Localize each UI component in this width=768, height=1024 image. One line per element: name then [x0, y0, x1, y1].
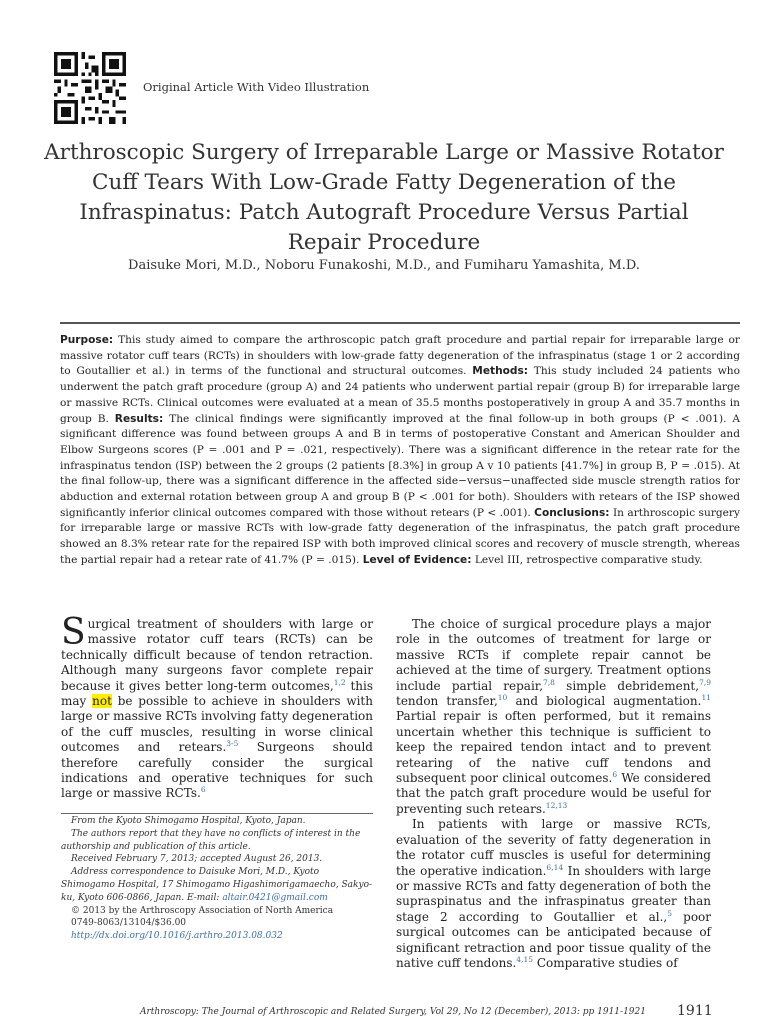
- body-text: In shoulders with large or massive RCTs and fatty degeneration of both the supraspinatus and the infraspinatus greater than stage 2 according to Goutallier et al.,: [396, 863, 711, 924]
- correspondence-text: Address correspondence to Daisuke Mori, M.D., Kyoto Shimogamo Hospital, 17 Shimogamo Higashimorigamaecho, Sakyo-ku, Kyoto 606-0866, Japan. E-mail:: [61, 867, 373, 903]
- footnote-conflicts: The authors report that they have no conflicts of interest in the authorship and publication of this article.: [61, 828, 361, 852]
- reference-link[interactable]: 5: [667, 908, 673, 918]
- page-number: 1911: [677, 1003, 713, 1019]
- footnotes: [61, 815, 373, 943]
- reference-link[interactable]: 4,15: [516, 954, 533, 964]
- body-text: Comparative studies of: [533, 955, 678, 970]
- footnote-divider: [61, 813, 373, 814]
- methods-text: This study included 24 patients who underwent the patch graft procedure (group A) and 24 patients who underwent partial repair (group B) for irreparable large or massive RCTs. Clinical outcomes were evaluated at a mean of 35.5 months postoperatively in group A and 35.7 months in group B.: [60, 365, 741, 425]
- footnote-issn: 0749-8063/13104/$36.00: [71, 918, 187, 929]
- conclusions-label: Conclusions:: [534, 506, 610, 519]
- abstract: [60, 333, 740, 569]
- body-text: The choice of surgical procedure plays a major role in the outcomes of treatment for large or massive RCTs if complete repair cannot be achieved at the time of surgery. Treatment options include partial repair,: [396, 617, 711, 693]
- reference-link[interactable]: 7,8: [543, 677, 555, 687]
- reference-link[interactable]: 6,14: [546, 862, 564, 872]
- abstract-divider: [60, 322, 740, 324]
- reference-link[interactable]: 10: [497, 693, 508, 703]
- footnote-affiliation: From the Kyoto Shimogamo Hospital, Kyoto, Japan.: [71, 816, 306, 826]
- methods-label: Methods:: [472, 365, 529, 378]
- body-text: this may: [61, 678, 373, 709]
- body-text: Partial repair is often performed, but it remains uncertain whether this technique is sufficient to keep the repaired tendon intact and to prevent retearing of the native cuff tendons and subsequent poor clinical outcomes.: [396, 709, 711, 786]
- purpose-text: This study aimed to compare the arthroscopic patch graft procedure and partial repair for irreparable large or massive rotator cuff tears (RCTs) in shoulders with low-grade fatty degeneration of the infraspinatus (stage 1 or 2 according to Goutallier et al.) in terms of the functional and structural outcomes.: [60, 334, 740, 378]
- evidence-text: Level III, retrospective comparative study.: [474, 553, 703, 566]
- reference-link[interactable]: 6: [200, 785, 206, 795]
- body-column-left: [61, 612, 373, 802]
- conclusions-text: In arthroscopic surgery for irreparable large or massive RCTs with low-grade fatty degeneration of the infraspinatus, the patch graft procedure showed an 8.3% retear rate for the repaired ISP with both improved clinical scores and recovery of muscle strength, whereas the partial repair had a retear rate of 41.7% (P = .015).: [60, 506, 740, 566]
- article-type-label: Original Article With Video Illustration: [143, 80, 370, 94]
- reference-link[interactable]: 3-5: [226, 739, 239, 749]
- body-text: and biological augmentation.: [507, 694, 702, 709]
- footnote-copyright: © 2013 by the Arthroscopy Association of North America: [71, 905, 334, 916]
- body-text: simple debridement,: [554, 678, 700, 693]
- qr-code-icon: [54, 52, 126, 124]
- footnote-received: Received February 7, 2013; accepted August 26, 2013.: [71, 854, 323, 865]
- drop-cap: S: [61, 612, 86, 653]
- paper-title: Arthroscopic Surgery of Irreparable Large or Massive Rotator Cuff Tears With Low-Grade Fatty Degeneration of the Infraspinatus: Patch Autograft Procedure Versus Partial Repair Procedure: [44, 140, 724, 255]
- body-text: poor surgical outcomes can be anticipated because of significant retraction and poor tissue quality of the native cuff tendons.: [396, 909, 712, 970]
- body-text: We considered that the patch graft procedure would be useful for preventing such retears.: [396, 771, 711, 816]
- body-text: urgical treatment of shoulders with large or massive rotator cuff tears (RCTs) can be technically difficult because of tendon retraction. Although many surgeons favor complete repair because it gives better long-term outcomes,: [61, 617, 373, 693]
- footnote-correspondence: [61, 866, 373, 904]
- body-column-right: [396, 617, 711, 971]
- reference-link[interactable]: 1,2: [333, 677, 346, 687]
- body-text: be possible to achieve in shoulders with large or massive RCTs involving fatty degeneration of the cuff muscles, resulting in worse clinical outcomes and retears.: [61, 694, 373, 755]
- results-label: Results:: [114, 412, 164, 425]
- results-text: The clinical findings were significantly improved at the final follow-up in both groups (P < .001). A significant difference was found between groups A and B in terms of postoperative Constant and American Shoulder and Elbow Surgeons scores (P = .001 and P = .021, respectively). There was a significant difference in the retear rate for the infraspinatus tendon (ISP) between the 2 groups (2 patients [8.3%] in group A v 10 patients [41.7%] in group B, P = .015). At the final follow-up, there was a significant difference in the affected side−versus−unaffected side muscle strength ratios for abduction and external rotation between group A and group B (P < .001 for both). Shoulders with retears of the ISP showed significantly inferior clinical outcomes compared with those without retears (P < .001).: [60, 412, 740, 519]
- body-text: Surgeons should therefore carefully consider the surgical indications and operative techniques for such large or massive RCTs.: [61, 740, 373, 801]
- highlighted-word: not: [92, 694, 112, 709]
- body-paragraph: [61, 612, 373, 802]
- reference-link[interactable]: 6: [612, 770, 618, 780]
- journal-citation: Arthroscopy: The Journal of Arthroscopic and Related Surgery, Vol 29, No 12 (December), 2013: pp 1911-1921: [140, 1007, 646, 1017]
- evidence-label: Level of Evidence:: [362, 553, 472, 566]
- reference-link[interactable]: 7,9: [699, 677, 711, 687]
- purpose-label: Purpose:: [60, 334, 114, 346]
- reference-link[interactable]: 11: [701, 693, 711, 703]
- body-paragraph: [396, 817, 711, 971]
- reference-link[interactable]: 12,13: [545, 800, 568, 810]
- email-link[interactable]: altair.0421@gmail.com: [222, 892, 328, 903]
- body-text: In patients with large or massive RCTs, evaluation of the severity of fatty degeneration in the rotator cuff muscles is useful for determining the operative indication.: [396, 817, 711, 878]
- doi-link[interactable]: http://dx.doi.org/10.1016/j.arthro.2013.08.032: [71, 931, 283, 942]
- author-list: Daisuke Mori, M.D., Noboru Funakoshi, M.D., and Fumiharu Yamashita, M.D.: [128, 258, 640, 273]
- body-paragraph: [396, 617, 711, 817]
- body-text: tendon transfer,: [396, 694, 498, 709]
